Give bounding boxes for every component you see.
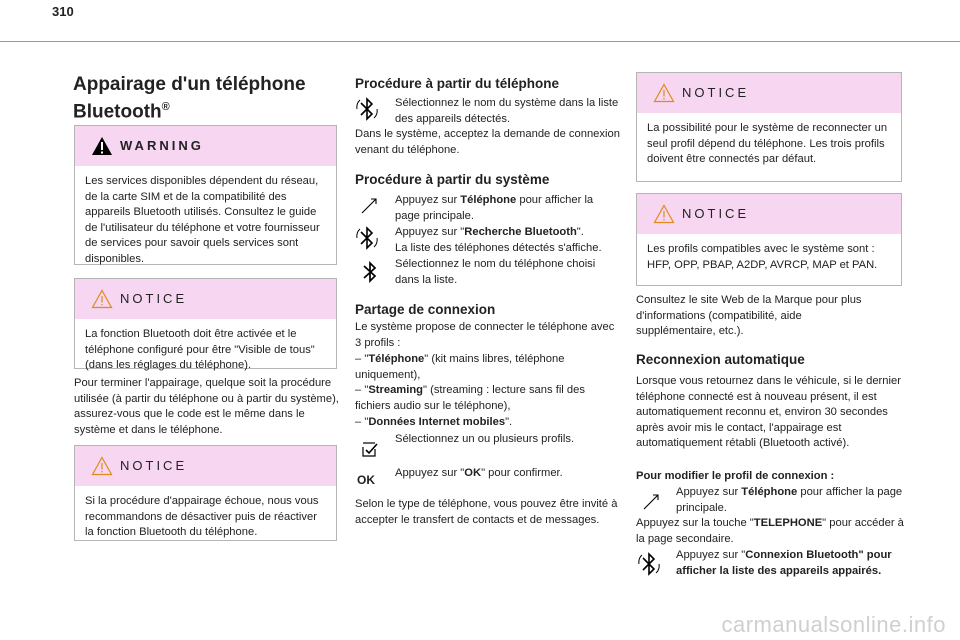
notice-icon [653,204,675,224]
profile-mobile-data [355,415,620,431]
system-step-2-post: ". [576,226,584,238]
system-step-1 [395,193,620,224]
heading-connection-sharing: Partage de connexion [355,302,496,317]
confirm-post: " pour confirmer. [481,467,563,479]
notice-header-3 [637,73,901,113]
modify-step-2 [636,516,904,547]
notice-title-2: NOTICE [120,458,188,473]
notice-box-1 [74,278,337,372]
page-number: 310 [52,4,74,19]
page-title-line1: Appairage d'un téléphone [73,74,306,95]
profile-mobile-data-pre: – " [355,416,369,428]
notice-text-1: La fonction Bluetooth doit être activée et le téléphone configuré pour être "Visible de tous" (dans les réglages du téléphone). [85,328,315,372]
profile-streaming [355,383,620,414]
warning-header [75,126,336,166]
page-title [73,74,306,123]
profile-telephone [355,352,620,383]
system-step-1-post: pour afficher la page principale. [395,194,594,222]
notice-icon [91,456,113,476]
modify-step-1-post: pour afficher la page principale. [676,486,903,514]
modify-step-3-pre: Appuyez sur " [676,549,746,561]
profile-telephone-post: " (kit mains libres, téléphone uniquement), [355,353,565,381]
modify-step-2-pre: Appuyez sur la touche " [636,517,754,529]
profile-streaming-post: " (streaming : lecture sans fil des fichiers audio sur le téléphone), [355,384,585,412]
modify-step-2-bold: TELEPHONE [753,517,823,529]
notice-text-3: La possibilité pour le système de reconnecter un seul profil dépend du téléphone. Les trois profils doivent être connectés par défaut. [647,122,888,166]
bluetooth-icon [356,225,378,251]
confirm-ok-text [395,466,620,482]
registered-mark: ® [161,101,170,113]
profile-mobile-data-bold: Données Internet mobiles [368,416,506,428]
notice-box-3 [636,72,902,182]
modify-profile-title: Pour modifier le profil de connexion : [636,470,835,482]
notice-icon [91,289,113,309]
modify-step-1 [676,485,904,516]
modify-step-1-bold: Téléphone [741,486,798,498]
notice-box-2 [74,445,337,541]
heading-auto-reconnect: Reconnexion automatique [636,352,805,367]
modify-step-3 [676,548,904,579]
warning-icon [91,136,113,156]
profile-streaming-pre: – " [355,384,369,396]
sharing-after-text: Selon le type de téléphone, vous pouvez être invité à accepter le transfert de contacts et de messages. [355,498,618,526]
system-step-2-pre: Appuyez sur " [395,226,465,238]
ok-icon: OK [357,473,375,487]
heading-system-procedure: Procédure à partir du système [355,172,550,187]
notice-icon [653,83,675,103]
bluetooth-icon [638,551,660,577]
confirm-pre: Appuyez sur " [395,467,465,479]
modify-step-1-pre: Appuyez sur [676,486,742,498]
modify-step-2-post: " pour accéder à la page secondaire. [636,517,904,545]
system-step-2-bold: Recherche Bluetooth [464,226,577,238]
notice-header-1 [75,279,336,319]
notice-title-1: NOTICE [120,291,188,306]
profile-mobile-data-post: ". [505,416,513,428]
system-step-1-pre: Appuyez sur [395,194,461,206]
touch-icon [359,196,379,216]
notice-header-4 [637,194,901,234]
notice-title-4: NOTICE [682,206,750,221]
touch-icon [641,492,661,512]
brand-website-paragraph: Consultez le site Web de la Marque pour plus d'informations (compatibilité, aide supplémentaire, etc.). [636,294,862,338]
header-divider [0,41,960,42]
notice-text-2: Si la procédure d'appairage échoue, nous vous recommandons de désactiver puis de réactiver la fonction Bluetooth du téléphone. [85,495,319,539]
watermark: carmanualsonline.info [721,612,946,637]
system-step-3: Sélectionnez le nom du téléphone choisi dans la liste. [395,258,596,286]
warning-text: Les services disponibles dépendent du réseau, de la carte SIM et de la compatibilité des appareils Bluetooth utilisés. Consultez le guide de l'utilisateur du téléphone et votre fournisseur de services pour savoir quels services sont disponibles. [85,175,320,265]
system-step-2-line2: La liste des téléphones détectés s'affiche. [395,241,602,254]
confirm-bold: OK [464,467,482,479]
phone-step-text: Sélectionnez le nom du système dans la liste des appareils détectés. [395,97,619,125]
profile-telephone-bold: Téléphone [368,353,425,365]
notice-header-2 [75,446,336,486]
heading-phone-procedure: Procédure à partir du téléphone [355,76,560,91]
page-title-line2: Bluetooth [73,101,162,123]
profile-telephone-pre: – " [355,353,369,365]
warning-title: WARNING [120,138,204,153]
pairing-code-paragraph: Pour terminer l'appairage, quelque soit la procédure utilisée (à partir du téléphone ou à partir du système), assurez-vous que le code est le même dans le système et dans le téléphone. [74,377,339,436]
warning-box [74,125,337,265]
bluetooth-icon [362,260,378,284]
modify-step-3-bold: Connexion Bluetooth" pour afficher la liste des appareils appairés. [676,549,892,577]
auto-reconnect-text: Lorsque vous retournez dans le véhicule, si le dernier téléphone connecté est à nouveau présent, il est automatiquement reconnu et, environ 30 secondes après avoir mis le contact, l'appairage est automatiquement rétabli (Bluetooth activé). [636,375,901,450]
phone-after-text: Dans le système, acceptez la demande de connexion venant du téléphone. [355,128,620,156]
notice-text-4: Les profils compatibles avec le système sont : HFP, OPP, PBAP, A2DP, AVRCP, MAP et PAN. [647,243,878,271]
select-profiles-text: Sélectionnez un ou plusieurs profils. [395,433,575,445]
notice-title-3: NOTICE [682,85,750,100]
bluetooth-icon [356,96,378,122]
notice-box-4 [636,193,902,286]
system-step-1-bold: Téléphone [460,194,517,206]
system-step-2 [395,225,620,256]
checkbox-icon [361,440,379,458]
sharing-intro: Le système propose de connecter le téléphone avec 3 profils : [355,321,615,349]
profile-streaming-bold: Streaming [368,384,424,396]
